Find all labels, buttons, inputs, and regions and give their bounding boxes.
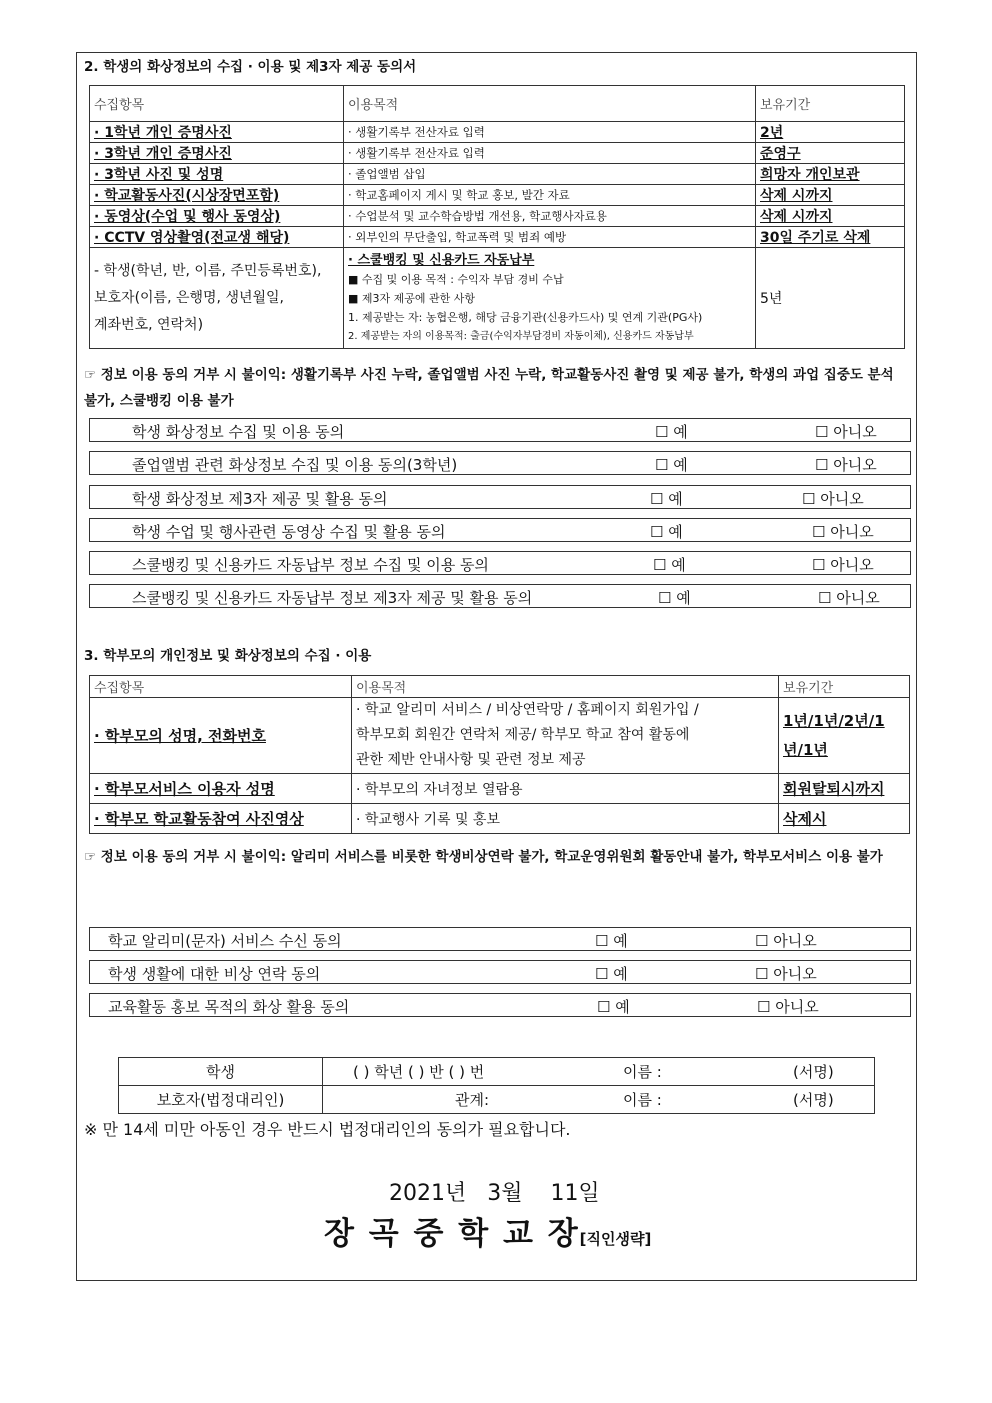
table-row	[90, 122, 905, 143]
row-period: 삭제시	[779, 804, 910, 834]
row-period: 30일 주기로 삭제	[756, 227, 905, 248]
consent-text: 학생 화상정보 수집 및 이용 동의	[132, 423, 345, 441]
row-purpose-line: · 학교 알리미 서비스 / 비상연락망 / 홈페이지 회원가입 /	[356, 702, 699, 718]
header-purpose: 이용목적	[352, 676, 779, 698]
section3-refusal-note: ☞ 정보 이용 동의 거부 시 불이익: 알리미 서비스를 비롯한 학생비상연락 불가, 학교운영위원회 활동안내 불가, 학부모서비스 이용 불가	[84, 849, 883, 865]
table-row	[90, 206, 905, 227]
consent-text: 스쿨뱅킹 및 신용카드 자동납부 정보 제3자 제공 및 활용 동의	[132, 589, 533, 607]
consent-text: 졸업앨범 관련 화상정보 수집 및 이용 동의(3학년)	[132, 456, 458, 474]
row-purpose-line: 관한 제반 안내사항 및 관련 정보 제공	[356, 752, 586, 768]
consent-text: 학생 생활에 대한 비상 연락 동의	[108, 965, 321, 983]
consent-yes-checkbox[interactable]: ☐ 예	[595, 932, 628, 950]
consent-yes-checkbox[interactable]: ☐ 예	[655, 456, 688, 474]
section2-refusal-note: ☞ 정보 이용 동의 거부 시 불이익: 생활기록부 사진 누락, 졸업앨범 사진 누락, 학교활동사진 촬영 및 제공 불가, 학생의 과업 집중도 분석 불가, 스쿨뱅킹 이용 불가	[84, 367, 894, 409]
section2-table	[89, 85, 905, 349]
section2-title: 2. 학생의 화상정보의 수집 · 이용 및 제3자 제공 동의서	[84, 59, 417, 75]
consent-row	[89, 518, 911, 542]
header-item: 수집항목	[90, 86, 344, 122]
guardian-name-label: 이름 :	[623, 1091, 662, 1109]
row-period: 희망자 개인보관	[756, 164, 905, 185]
consent-yes-checkbox[interactable]: ☐ 예	[597, 998, 630, 1016]
consent-no-checkbox[interactable]: ☐ 아니오	[815, 456, 877, 474]
row-period: 회원탈퇴시까지	[779, 774, 910, 804]
row-item: · 1학년 개인 증명사진	[90, 122, 344, 143]
row-period: 삭제 시까지	[756, 206, 905, 227]
banking-purpose-line: ■ 제3자 제공에 관한 사항	[348, 291, 476, 305]
consent-yes-checkbox[interactable]: ☐ 예	[655, 423, 688, 441]
row-item: · 학부모의 성명, 전화번호	[90, 698, 352, 774]
consent-no-checkbox[interactable]: ☐ 아니오	[757, 998, 819, 1016]
table-row	[90, 804, 910, 834]
consent-no-checkbox[interactable]: ☐ 아니오	[815, 423, 877, 441]
consent-row	[89, 551, 911, 575]
guardian-relation-label: 관계:	[455, 1091, 490, 1109]
row-item: · 3학년 사진 및 성명	[90, 164, 344, 185]
row-purpose: · 생활기록부 전산자료 입력	[344, 143, 756, 164]
banking-purpose-line: 1. 제공받는 자: 농협은행, 해당 금융기관(신용카드사) 및 연계 기관(PG사)	[348, 310, 703, 324]
consent-text: 교육활동 홍보 목적의 화상 활용 동의	[108, 998, 350, 1016]
row-purpose: · 학교행사 기록 및 홍보	[352, 804, 779, 834]
row-purpose: · 외부인의 무단출입, 학교폭력 및 범죄 예방	[344, 227, 756, 248]
footnote: ※ 만 14세 미만 아동인 경우 반드시 법정대리인의 동의가 필요합니다.	[84, 1120, 571, 1139]
student-sign[interactable]: (서명)	[793, 1063, 834, 1081]
row-period: 2년	[756, 122, 905, 143]
table-row	[90, 143, 905, 164]
consent-row	[89, 485, 911, 509]
header-item: 수집항목	[90, 676, 352, 698]
row-purpose: · 학부모의 자녀정보 열람용	[352, 774, 779, 804]
consent-text: 스쿨뱅킹 및 신용카드 자동납부 정보 수집 및 이용 동의	[132, 556, 489, 574]
consent-text: 학생 화상정보 제3자 제공 및 활용 동의	[132, 490, 388, 508]
row-period: 준영구	[756, 143, 905, 164]
table-row	[90, 227, 905, 248]
row-purpose: · 생활기록부 전산자료 입력	[344, 122, 756, 143]
table-row-banking	[90, 248, 905, 349]
banking-item-line: - 학생(학년, 반, 이름, 주민등록번호),	[94, 262, 322, 279]
row-item: · 학부모서비스 이용자 성명	[90, 774, 352, 804]
row-item: · CCTV 영상촬영(전교생 해당)	[90, 227, 344, 248]
section3-table	[89, 675, 910, 834]
consent-yes-checkbox[interactable]: ☐ 예	[653, 556, 686, 574]
row-purpose-line: 학부모회 회원간 연락처 제공/ 학부모 학교 참여 활동에	[356, 727, 690, 743]
consent-row	[89, 418, 911, 442]
principal-signature	[324, 1208, 651, 1253]
consent-no-checkbox[interactable]: ☐ 아니오	[755, 932, 817, 950]
row-item: · 학교활동사진(시상장면포함)	[90, 185, 344, 206]
consent-row	[89, 960, 911, 984]
banking-purpose-line: 2. 제공받는 자의 이용목적: 출금(수익자부담경비 자동이체), 신용카드 자동납부	[348, 330, 694, 342]
consent-row	[89, 584, 911, 608]
row-item: · 동영상(수업 및 행사 동영상)	[90, 206, 344, 227]
table-row	[90, 164, 905, 185]
guardian-label: 보호자(법정대리인)	[119, 1086, 323, 1114]
row-period-line: 년/1년	[783, 740, 828, 759]
consent-no-checkbox[interactable]: ☐ 아니오	[812, 556, 874, 574]
banking-period: 5년	[756, 248, 905, 349]
guardian-sign[interactable]: (서명)	[793, 1091, 834, 1109]
signature-table	[118, 1057, 875, 1114]
consent-row	[89, 451, 911, 475]
row-purpose: · 학교홈페이지 게시 및 학교 홍보, 발간 자료	[344, 185, 756, 206]
table-row	[90, 185, 905, 206]
student-label: 학생	[119, 1058, 323, 1086]
consent-no-checkbox[interactable]: ☐ 아니오	[755, 965, 817, 983]
consent-no-checkbox[interactable]: ☐ 아니오	[812, 523, 874, 541]
table-row	[90, 774, 910, 804]
row-period-line: 1년/1년/2년/1	[783, 711, 885, 730]
banking-purpose-line: ■ 수집 및 이용 목적 : 수익자 부담 경비 수납	[348, 272, 564, 286]
student-class-field[interactable]: ( ) 학년 ( ) 반 ( ) 번	[353, 1063, 485, 1081]
consent-no-checkbox[interactable]: ☐ 아니오	[818, 589, 880, 607]
consent-text: 학교 알리미(문자) 서비스 수신 동의	[108, 932, 342, 950]
principal-title: 장 곡 중 학 교 장	[324, 1216, 580, 1252]
seal-note: [직인생략]	[579, 1230, 652, 1248]
section3-title: 3. 학부모의 개인정보 및 화상정보의 수집 · 이용	[84, 648, 372, 664]
consent-text: 학생 수업 및 행사관련 동영상 수집 및 활용 동의	[132, 523, 446, 541]
row-item: · 학부모 학교활동참여 사진영상	[90, 804, 352, 834]
consent-yes-checkbox[interactable]: ☐ 예	[658, 589, 691, 607]
header-period: 보유기간	[779, 676, 910, 698]
banking-item-line: 보호자(이름, 은행명, 생년월일,	[94, 289, 285, 306]
header-period: 보유기간	[756, 86, 905, 122]
header-purpose: 이용목적	[344, 86, 756, 122]
banking-item-line: 계좌번호, 연락처)	[94, 316, 204, 333]
row-period: 삭제 시까지	[756, 185, 905, 206]
consent-row	[89, 927, 911, 951]
table-row	[90, 698, 910, 774]
row-purpose: · 수업분석 및 교수학습방법 개선용, 학교행사자료용	[344, 206, 756, 227]
consent-row	[89, 993, 911, 1017]
document-date: 2021년 3월 11일	[389, 1181, 600, 1206]
consent-no-checkbox[interactable]: ☐ 아니오	[802, 490, 864, 508]
row-item: · 3학년 개인 증명사진	[90, 143, 344, 164]
consent-yes-checkbox[interactable]: ☐ 예	[650, 490, 683, 508]
student-name-label: 이름 :	[623, 1063, 662, 1081]
banking-purpose-title: · 스쿨뱅킹 및 신용카드 자동납부	[348, 252, 535, 268]
consent-yes-checkbox[interactable]: ☐ 예	[650, 523, 683, 541]
row-purpose: · 졸업앨범 삽입	[344, 164, 756, 185]
consent-yes-checkbox[interactable]: ☐ 예	[595, 965, 628, 983]
